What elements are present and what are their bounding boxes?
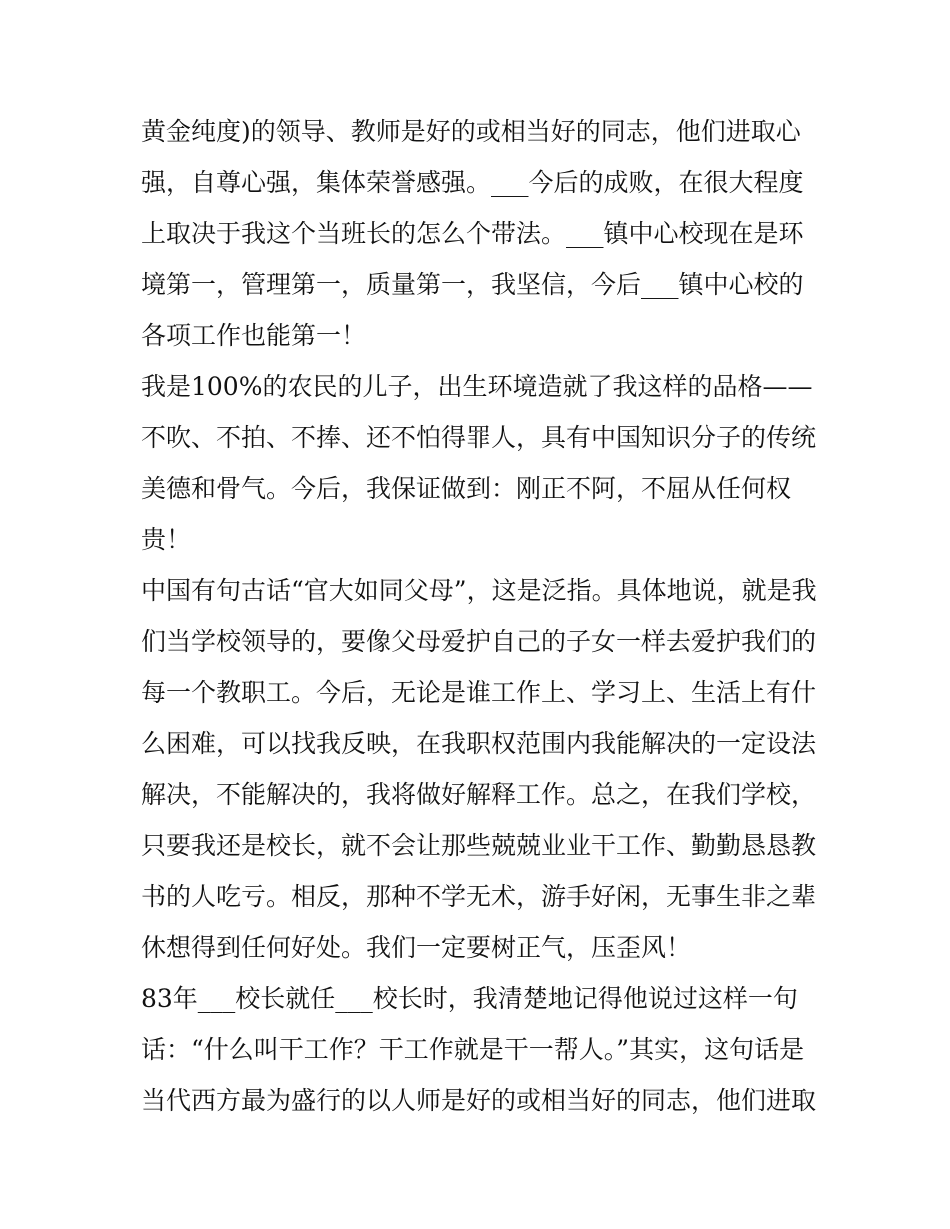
text-line: 境第一，管理第一，质量第一，我坚信，今后___镇中心校的 [141, 270, 804, 299]
text-line: 么困难，可以找我反映，在我职权范围内我能解决的一定设法 [141, 729, 817, 758]
body-text [141, 106, 821, 1126]
text-line: 只要我还是校长，就不会让那些兢兢业业干工作、勤勤恳恳教 [141, 831, 817, 860]
text-line: 我是100%的农民的儿子，出生环境造就了我这样的品格—— [141, 372, 813, 401]
text-line: 话：“什么叫干工作？干工作就是干一帮人。”其实，这句话是 [141, 1035, 805, 1064]
text-line: 不吹、不拍、不捧、还不怕得罪人，具有中国知识分子的传统 [141, 423, 817, 452]
text-line: 休想得到任何好处。我们一定要树正气，压歪风！ [141, 933, 692, 962]
text-line: 每一个教职工。今后，无论是谁工作上、学习上、生活上有什 [141, 678, 817, 707]
text-line: 们当学校领导的，要像父母爱护自己的子女一样去爱护我们的 [141, 627, 817, 656]
text-line: 解决，不能解决的，我将做好解释工作。总之，在我们学校， [141, 780, 817, 809]
text-line: 黄金纯度)的领导、教师是好的或相当好的同志，他们进取心 [141, 117, 801, 146]
text-line: 上取决于我这个当班长的怎么个带法。___镇中心校现在是环 [141, 219, 804, 248]
text-line: 中国有句古话“官大如同父母”，这是泛指。具体地说，就是我 [141, 576, 817, 605]
text-line: 当代西方最为盛行的以人师是好的或相当好的同志，他们进取 [141, 1086, 817, 1115]
text-line: 美德和骨气。今后，我保证做到：刚正不阿，不屈从任何权 [141, 474, 792, 503]
text-line: 贵！ [141, 525, 192, 554]
text-line: 强，自尊心强，集体荣誉感强。___今后的成败，在很大程度 [141, 168, 804, 197]
text-line: 83年___校长就任___校长时，我清楚地记得他说过这样一句 [141, 984, 798, 1013]
text-line: 书的人吃亏。相反，那种不学无术，游手好闲，无事生非之辈 [141, 882, 817, 911]
text-line: 各项工作也能第一！ [141, 321, 367, 350]
